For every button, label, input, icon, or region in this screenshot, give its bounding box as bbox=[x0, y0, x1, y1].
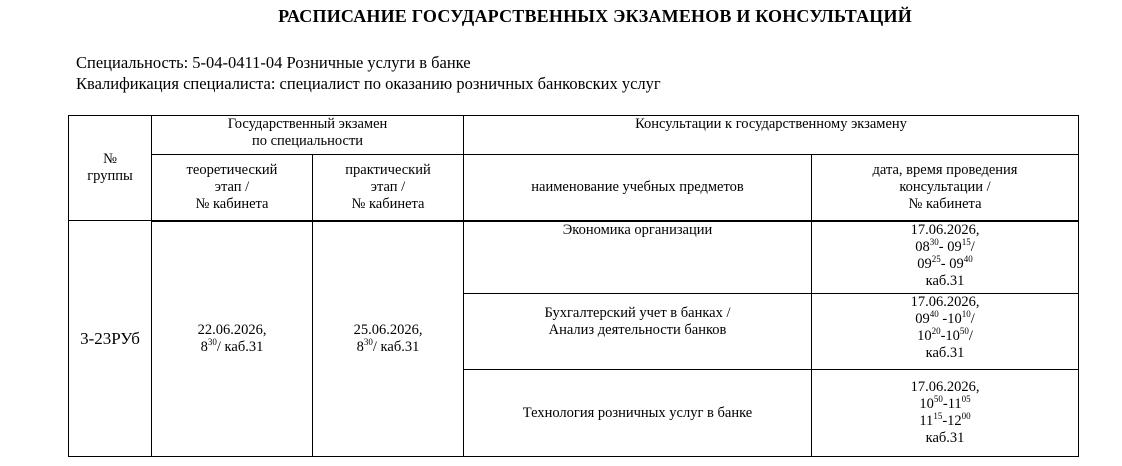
header-group-no: № группы bbox=[69, 116, 152, 221]
practical-exam-cell: 25.06.2026, $8^{30}/$ каб.31 bbox=[313, 221, 464, 457]
subject-name-cell: Бухгалтерский учет в банках / Анализ деятельности банков bbox=[464, 294, 812, 370]
consult-time-cell: 17.06.2026, $08^{30}-$ $09^{15}/$ $09^{25}-$ $09^{40}$ каб.31 bbox=[812, 221, 1079, 294]
schedule-table bbox=[68, 115, 1079, 457]
page-title: РАСПИСАНИЕ ГОСУДАРСТВЕННЫХ ЭКЗАМЕНОВ И КОНСУЛЬТАЦИЙ bbox=[278, 6, 912, 26]
header-consultations: Консультации к государственному экзамену bbox=[464, 116, 1079, 155]
group-cell: 3-23РУб bbox=[69, 221, 152, 457]
specialty-line: Специальность: 5-04-0411-04 Розничные услуги в банке bbox=[76, 53, 471, 72]
consult-time-cell: 17.06.2026, $09^{40}$ $-10^{10}/$ $10^{20}-10^{50}/$ каб.31 bbox=[812, 294, 1079, 370]
header-theoretical: теоретический этап / № кабинета bbox=[152, 155, 313, 221]
document-meta bbox=[76, 52, 661, 94]
header-practical: практический этап / № кабинета bbox=[313, 155, 464, 221]
qualification-line: Квалификация специалиста: специалист по оказанию розничных банковских услуг bbox=[76, 74, 661, 93]
theoretical-exam-cell: 22.06.2026, $8^{30}/$ каб.31 bbox=[152, 221, 313, 457]
header-consult-time: дата, время проведения консультации / № кабинета bbox=[812, 155, 1079, 221]
subject-name-cell: Технология розничных услуг в банке bbox=[464, 370, 812, 457]
header-subjects: наименование учебных предметов bbox=[464, 155, 812, 221]
subject-name-cell: Экономика организации bbox=[464, 221, 812, 294]
consult-time-cell: 17.06.2026, $10^{50}-11^{05}$ $11^{15}-12^{00}$ каб.31 bbox=[812, 370, 1079, 457]
header-state-exam: Государственный экзамен по специальности bbox=[152, 116, 464, 155]
